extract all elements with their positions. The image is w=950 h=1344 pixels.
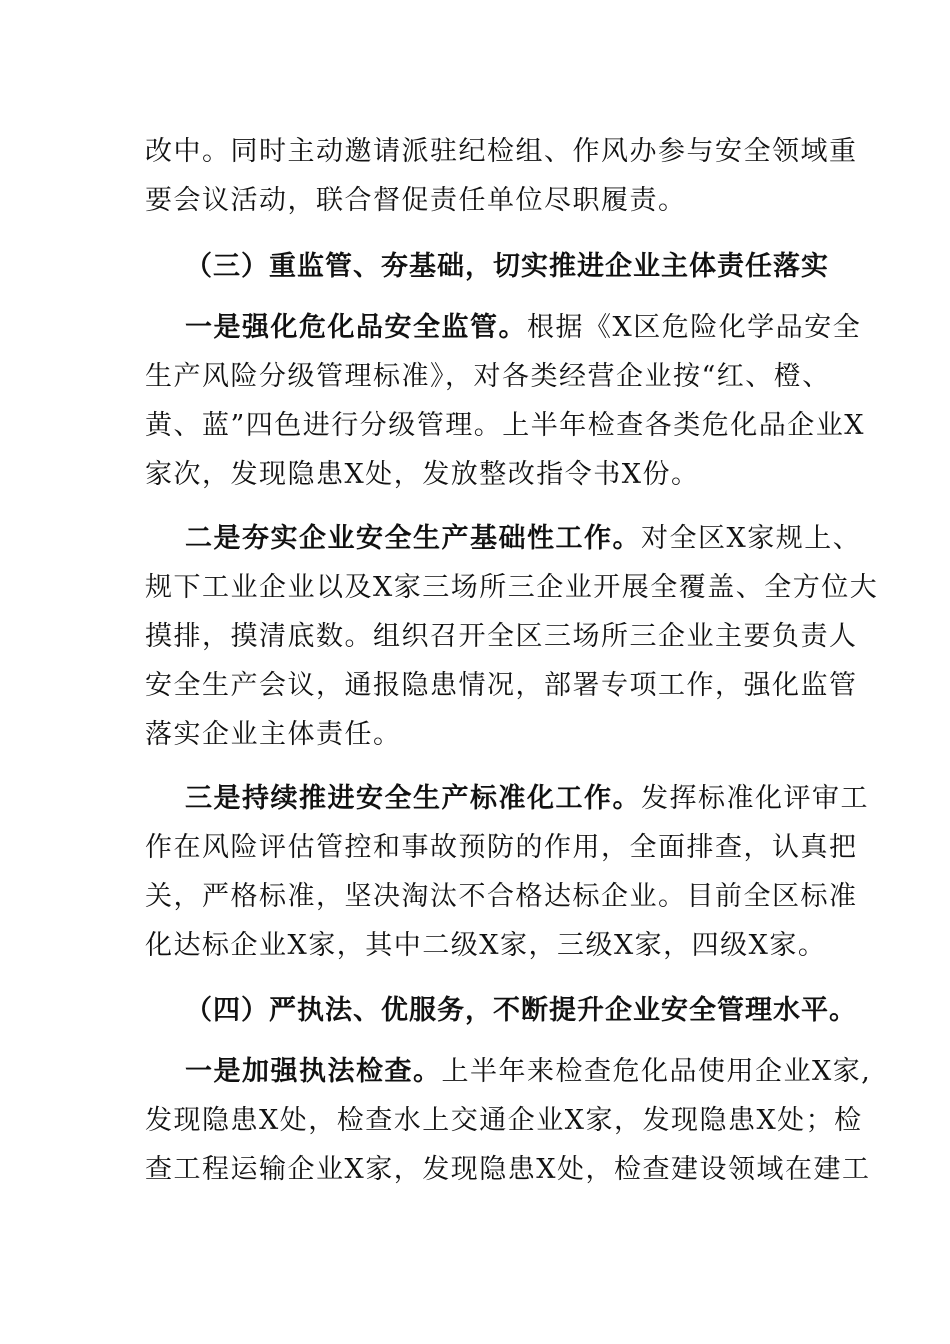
paragraph-text: 对全区X家规上、 [641, 523, 862, 554]
paragraph-lead: 一是强化危化品安全监管。 [185, 312, 527, 343]
paragraph-line: 落实企业主体责任。 [145, 719, 402, 750]
paragraph-first-line [185, 308, 862, 348]
paragraph-line: 关，严格标准，坚决淘汰不合格达标企业。目前全区标准 [145, 881, 858, 912]
paragraph-line: 黄、蓝”四色进行分级管理。上半年检查各类危化品企业X [145, 410, 866, 441]
paragraph-line: 发现隐患X处，检查水上交通企业X家，发现隐患X处；检 [145, 1105, 863, 1136]
paragraph-line: 规下工业企业以及X家三场所三企业开展全覆盖、全方位大 [145, 572, 879, 603]
paragraph-line: 化达标企业X家，其中二级X家，三级X家，四级X家。 [145, 930, 827, 961]
paragraph-line: 生产风险分级管理标准》，对各类经营企业按“红、橙、 [145, 361, 831, 392]
paragraph-lead: 一是加强执法检查。 [185, 1056, 442, 1087]
paragraph-lead: 三是持续推进安全生产标准化工作。 [185, 783, 641, 814]
paragraph-line: 要会议活动，联合督促责任单位尽职履责。 [145, 185, 687, 216]
paragraph-text: 根据《X区危险化学品安全 [527, 312, 862, 343]
paragraph-lead: 二是夯实企业安全生产基础性工作。 [185, 523, 641, 554]
paragraph-line: 查工程运输企业X家，发现隐患X处，检查建设领域在建工 [145, 1154, 871, 1185]
paragraph-text: 发挥标准化评审工 [641, 783, 869, 814]
paragraph-line: 作在风险评估管控和事故预防的作用，全面排查，认真把 [145, 832, 858, 863]
paragraph-line: 摸排，摸清底数。组织召开全区三场所三企业主要负责人 [145, 621, 858, 652]
paragraph-first-line [185, 779, 869, 819]
section-heading-3: （三）重监管、夯基础，切实推进企业主体责任落实 [185, 251, 829, 282]
paragraph-first-line [185, 519, 862, 559]
paragraph-text: 上半年来检查危化品使用企业X家, [441, 1056, 872, 1087]
paragraph-line: 安全生产会议，通报隐患情况，部署专项工作，强化监管 [145, 670, 858, 701]
paragraph-first-line [185, 1052, 872, 1092]
paragraph-line: 改中。同时主动邀请派驻纪检组、作风办参与安全领域重 [145, 136, 858, 167]
section-heading-4: （四）严执法、优服务，不断提升企业安全管理水平。 [185, 995, 857, 1026]
paragraph-line: 家次，发现隐患X处，发放整改指令书X份。 [145, 459, 700, 490]
